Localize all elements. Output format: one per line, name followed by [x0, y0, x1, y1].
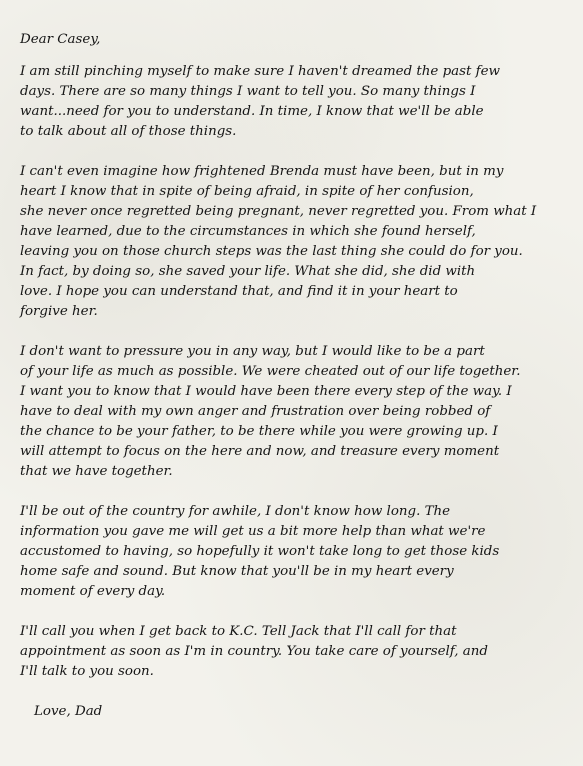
letter-paragraph-5 [20, 622, 568, 682]
letter-line: leaving you on those church steps was the last thing she could do for you. [20, 244, 523, 259]
letter-line: I'll be out of the country for awhile, I don't know how long. The [20, 504, 451, 519]
letter-line: the chance to be your father, to be there while you were growing up. I [20, 424, 498, 439]
letter-line: of your life as much as possible. We were cheated out of our life together. [20, 364, 521, 379]
letter-line: heart I know that in spite of being afraid, in spite of her confusion, [20, 184, 474, 199]
letter-line: love. I hope you can understand that, and find it in your heart to [20, 284, 458, 299]
letter-line: I'll talk to you soon. [20, 664, 154, 679]
letter-paragraph-2 [20, 162, 568, 322]
letter-line: that we have together. [20, 464, 173, 479]
letter-line: accustomed to having, so hopefully it won't take long to get those kids [20, 544, 500, 559]
letter-line: I am still pinching myself to make sure I haven't dreamed the past few [20, 64, 500, 79]
letter-paragraph-3 [20, 342, 568, 482]
letter-line: to talk about all of those things. [20, 124, 237, 139]
letter-paragraph-4 [20, 502, 568, 602]
handwritten-letter [20, 30, 568, 722]
letter-line: she never once regretted being pregnant, never regretted you. From what I [20, 204, 537, 219]
letter-line: I don't want to pressure you in any way, but I would like to be a part [20, 344, 485, 359]
letter-line: days. There are so many things I want to tell you. So many things I [20, 84, 476, 99]
letter-line: I want you to know that I would have been there every step of the way. I [20, 384, 512, 399]
letter-line: moment of every day. [20, 584, 166, 599]
letter-line: have to deal with my own anger and frustration over being robbed of [20, 404, 491, 419]
letter-line: will attempt to focus on the here and now, and treasure every moment [20, 444, 500, 459]
letter-line: I'll call you when I get back to K.C. Tell Jack that I'll call for that [20, 624, 457, 639]
letter-paragraph-1 [20, 62, 568, 142]
letter-line: have learned, due to the circumstances in which she found herself, [20, 224, 476, 239]
letter-line: forgive her. [20, 304, 98, 319]
letter-line: want...need for you to understand. In time, I know that we'll be able [20, 104, 484, 119]
letter-line: I can't even imagine how frightened Brenda must have been, but in my [20, 164, 504, 179]
letter-signoff: Love, Dad [34, 704, 103, 719]
letter-line: appointment as soon as I'm in country. You take care of yourself, and [20, 644, 488, 659]
letter-line: information you gave me will get us a bit more help than what we're [20, 524, 486, 539]
letter-greeting: Dear Casey, [20, 32, 101, 47]
letter-line: home safe and sound. But know that you'll be in my heart every [20, 564, 454, 579]
letter-line: In fact, by doing so, she saved your life. What she did, she did with [20, 264, 476, 279]
